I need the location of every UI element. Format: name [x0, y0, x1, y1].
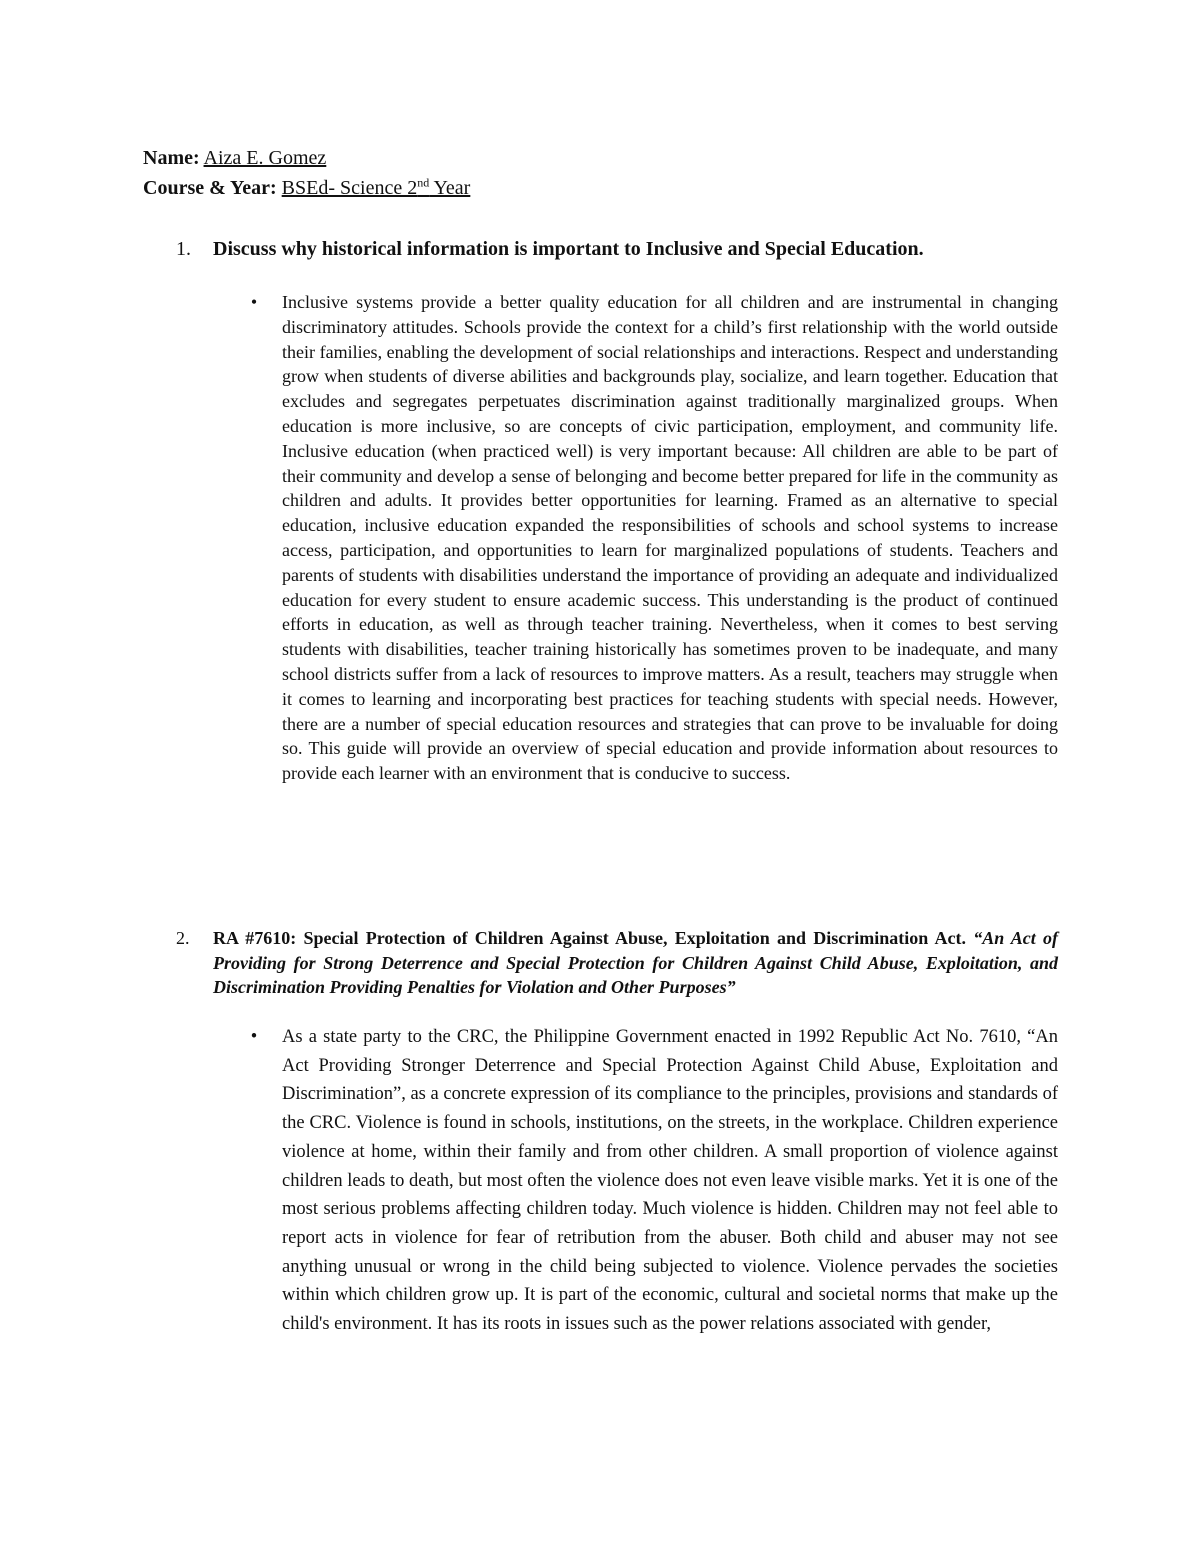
- course-line: [143, 173, 470, 203]
- question-title: RA #7610: Special Protection of Children Against Abuse, Exploitation and Discrimination Act.: [213, 928, 966, 948]
- course-value: [282, 177, 471, 199]
- answer-2: [250, 1023, 1058, 1339]
- question-number: 2.: [176, 928, 190, 948]
- question-2: [176, 926, 1058, 1000]
- name-line: [143, 143, 470, 173]
- question-subtitle: “An Act of Providing for Strong Deterrence and Special Protection for Children Against Child Abuse, Exploitation, and Discrimination Providing Penalties for Violation and Other Purposes”: [213, 928, 1058, 997]
- course-label: Course & Year:: [143, 177, 277, 199]
- student-header: [143, 143, 470, 203]
- course-value-year: Year: [429, 177, 471, 199]
- course-value-ordinal: nd: [417, 175, 430, 190]
- bullet-icon: •: [250, 1027, 258, 1047]
- name-value: Aiza E. Gomez: [203, 147, 327, 169]
- name-label: Name:: [143, 147, 200, 169]
- question-number: 1.: [176, 238, 191, 260]
- question-text: [213, 926, 1058, 1000]
- question-text: Discuss why historical information is important to Inclusive and Special Education.: [213, 238, 924, 260]
- answer-1: [250, 290, 1058, 786]
- question-1: [176, 237, 1058, 262]
- answer-text: Inclusive systems provide a better quality education for all children and are instrumental in changing discriminatory attitudes. Schools provide the context for a child’s first relationship with the world outside their families, enabling the development of social relationships and interactions. Respect and understanding grow when students of diverse abilities and backgrounds play, socialize, and learn together. Education that excludes and segregates perpetuates discrimination against traditionally marginalized groups. When education is more inclusive, so are concepts of civic participation, employment, and community life. Inclusive education (when practiced well) is very important because: All children are able to be part of their community and develop a sense of belonging and become better prepared for life in the community as children and adults. It provides better opportunities for learning. Framed as an alternative to special education, inclusive education expanded the responsibilities of schools and school systems to increase access, participation, and opportunities to learn for marginalized populations of students. Teachers and parents of students with disabilities understand the importance of providing an adequate and individualized education for every student to ensure academic success. This understanding is the product of continued efforts in education, as well as through teacher training. Nevertheless, when it comes to best serving students with disabilities, teacher training historically has sometimes proven to be inadequate, and many school districts suffer from a lack of resources to improve matters. As a result, teachers may struggle when it comes to learning and incorporating best practices for teaching students with special needs. However, there are a number of special education resources and strategies that can prove to be invaluable for doing so. This guide will provide an overview of special education and provide information about resources to provide each learner with an environment that is conducive to success.: [282, 292, 1058, 784]
- course-value-main: BSEd- Science 2: [281, 177, 418, 199]
- answer-text: As a state party to the CRC, the Philippine Government enacted in 1992 Republic Act No. 7610, “An Act Providing Stronger Deterrence and Special Protection Against Child Abuse, Exploitation and Discrimination”, as a concrete expression of its compliance to the principles, provisions and standards of the CRC. Violence is found in schools, institutions, on the streets, in the workplace. Children experience violence at home, within their family and from other children. A small proportion of violence against children leads to death, but most often the violence does not even leave visible marks. Yet it is one of the most serious problems affecting children today. Much violence is hidden. Children may not feel able to report acts in violence for fear of retribution from the abuser. Both child and abuser may not see anything unusual or wrong in the child being subjected to violence. Violence pervades the societies within which children grow up. It is part of the economic, cultural and societal norms that make up the child's environment. It has its roots in issues such as the power relations associated with gender,: [282, 1027, 1058, 1335]
- bullet-icon: •: [250, 292, 258, 312]
